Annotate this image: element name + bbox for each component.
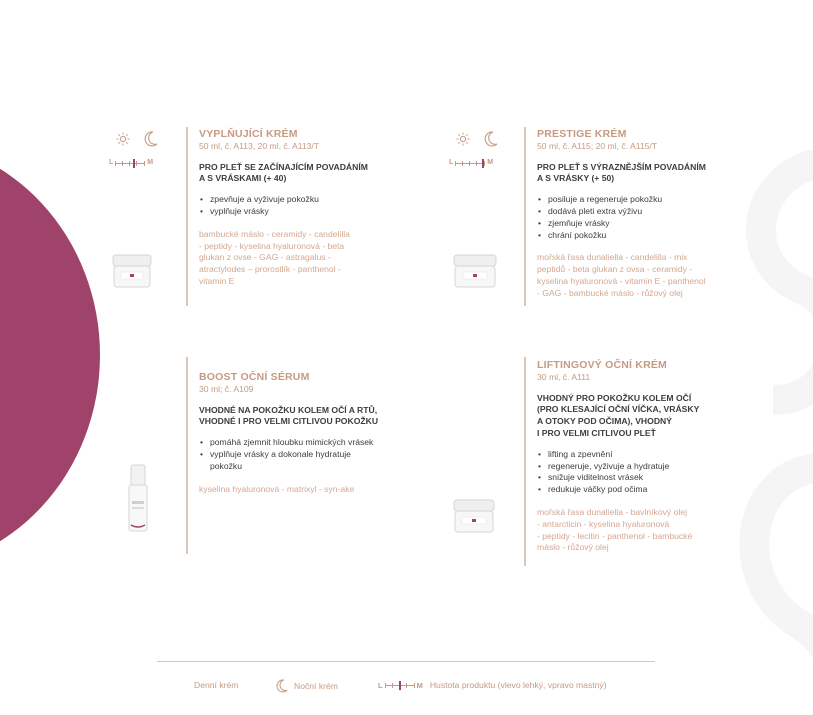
decorative-arc: [0, 140, 100, 570]
product-headline: [537, 393, 742, 440]
divider-line: [186, 357, 188, 554]
legend-day-label: Denní krém: [194, 680, 239, 690]
product-headline: [537, 162, 742, 186]
benefits-list: [537, 449, 742, 496]
benefit-item: • regeneruje, vyživuje a hydratuje: [537, 461, 742, 473]
benefit-item: • redukuje váčky pod očima: [537, 484, 742, 496]
benefit-item: • vyplňuje vrásky a dokonale hydratuje pokožku: [199, 449, 379, 473]
density-left-label: L: [109, 159, 114, 166]
density-right-label: M: [487, 159, 494, 166]
ingredients-line: kyselina hyaluronová - vitamin E - panthenol: [537, 275, 706, 286]
ingredients-line: - antarcticin - kyselina hyaluronová: [537, 518, 670, 529]
density-scale: [378, 681, 423, 690]
product-title: PRESTIGE KRÉM: [537, 128, 627, 140]
cream-jar: [452, 254, 498, 290]
divider-line: [524, 357, 526, 566]
sun-icon: [116, 132, 130, 146]
density-left-label: L: [378, 680, 383, 690]
ingredients-line: bambucké máslo - ceramidy - candelilla: [199, 228, 350, 239]
ingredients-line: glukan z ovse - GAG - astragalus -: [199, 252, 331, 263]
density-bar: [115, 160, 145, 166]
ingredients-line: mořská řasa dunaliella - candelilla - mix: [537, 252, 688, 263]
benefit-item: • snižuje viditelnost vrásek: [537, 472, 742, 484]
density-bar: [385, 682, 415, 688]
headline-line: A OTOKY POD OČIMA), VHODNÝ: [537, 416, 672, 427]
ingredients-line: kyselina hyaluronová - matrixyl - syn-ake: [199, 483, 355, 494]
ingredients-line: vitamin E: [199, 275, 235, 286]
usage-icons: [109, 130, 182, 180]
density-right-label: M: [416, 680, 423, 690]
divider-line: [186, 127, 188, 306]
headline-line: VHODNÉ I PRO VELMI CITLIVOU POKOŽKU: [199, 416, 379, 427]
product-title: VYPLŇUJÍCÍ KRÉM: [199, 128, 298, 140]
moon-icon: [484, 131, 498, 147]
benefits-list: [199, 437, 379, 472]
product-headline: [199, 405, 399, 429]
legend-density: [378, 680, 607, 690]
ingredients-line: atractylodes – prorostlík - panthenol -: [199, 264, 341, 275]
product-title: LIFTINGOVÝ OČNÍ KRÉM: [537, 359, 667, 371]
legend-night-label: Noční krém: [294, 681, 338, 691]
headline-line: VHODNÉ NA POKOŽKU KOLEM OČÍ A RTŮ,: [199, 404, 378, 415]
benefit-item: • zjemňuje vrásky: [537, 218, 742, 230]
product-title: BOOST OČNÍ SÉRUM: [199, 371, 310, 383]
ingredients-line: - peptidy - kyselina hyaluronová - beta: [199, 240, 345, 251]
headline-line: A S VRÁSKY (+ 50): [537, 173, 615, 184]
headline-line: PRO PLEŤ S VÝRAZNĚJŠÍM POVADÁNÍM: [537, 161, 706, 172]
benefit-item: • posiluje a regeneruje pokožku: [537, 194, 742, 206]
benefit-item: • zpevňuje a vyživuje pokožku: [199, 194, 389, 206]
density-left-label: L: [449, 159, 454, 166]
ingredients-line: máslo - růžový olej: [537, 542, 609, 553]
benefit-item: • pomáhá zjemnit hloubku mimických vrásek: [199, 437, 379, 449]
density-marker: [133, 159, 135, 168]
ingredients: [199, 229, 389, 288]
headline-line: I PRO VELMI CITLIVOU PLEŤ: [537, 427, 656, 438]
headline-line: A S VRÁSKAMI (+ 40): [199, 173, 287, 184]
divider-line: [524, 127, 526, 306]
ingredients-line: - GAG - bambucké máslo - růžový olej: [537, 287, 683, 298]
benefit-item: • lifting a zpevnění: [537, 449, 742, 461]
benefit-item: • vyplňuje vrásky: [199, 206, 389, 218]
moon-icon: [276, 679, 288, 693]
sun-icon: [456, 132, 470, 146]
ingredients: [537, 252, 742, 299]
density-bar: [455, 160, 485, 166]
product-meta: 30 ml, č. A111: [537, 371, 591, 382]
product-meta: 50 ml, č. A115; 20 ml, č. A115/T: [537, 140, 658, 151]
serum-bottle: [125, 463, 151, 535]
product-headline: [199, 162, 389, 186]
legend-density-label: Hustota produktu (vlevo lehký, vpravo mastný): [429, 680, 607, 690]
benefit-item: • chrání pokožku: [537, 230, 742, 242]
density-scale: [109, 159, 153, 166]
headline-line: (PRO KLESAJÍCÍ OČNÍ VÍČKA, VRÁSKY: [537, 404, 700, 415]
ingredients: [537, 507, 742, 554]
benefits-list: [199, 194, 389, 218]
density-right-label: M: [147, 159, 154, 166]
cream-jar: [452, 499, 496, 535]
legend-day: [194, 680, 238, 690]
density-marker: [399, 681, 401, 690]
product-meta: 30 ml; č. A109: [199, 383, 254, 394]
headline-line: VHODNÝ PRO POKOŽKU KOLEM OČÍ: [537, 392, 692, 403]
legend-night: [276, 679, 338, 693]
benefit-item: • dodává pleti extra výživu: [537, 206, 742, 218]
density-marker: [482, 159, 484, 168]
headline-line: PRO PLEŤ SE ZAČÍNAJÍCÍM POVADÁNÍM: [199, 161, 368, 172]
ingredients: [199, 484, 399, 496]
product-meta: 50 ml, č. A113, 20 ml, č. A113/T: [199, 140, 320, 151]
footer-divider: [157, 661, 655, 662]
ingredients-line: peptidů - beta glukan z ovsa - ceramidy -: [537, 264, 693, 275]
moon-icon: [144, 131, 158, 147]
density-scale: [449, 159, 493, 166]
usage-icons: [449, 130, 522, 180]
benefits-list: [537, 194, 742, 241]
ingredients-line: mořská řasa dunaliella - bavlníkový olej: [537, 506, 687, 517]
cream-jar: [111, 254, 153, 290]
ingredients-line: - peptidy - lecitin - panthenol - bambucké: [537, 530, 693, 541]
